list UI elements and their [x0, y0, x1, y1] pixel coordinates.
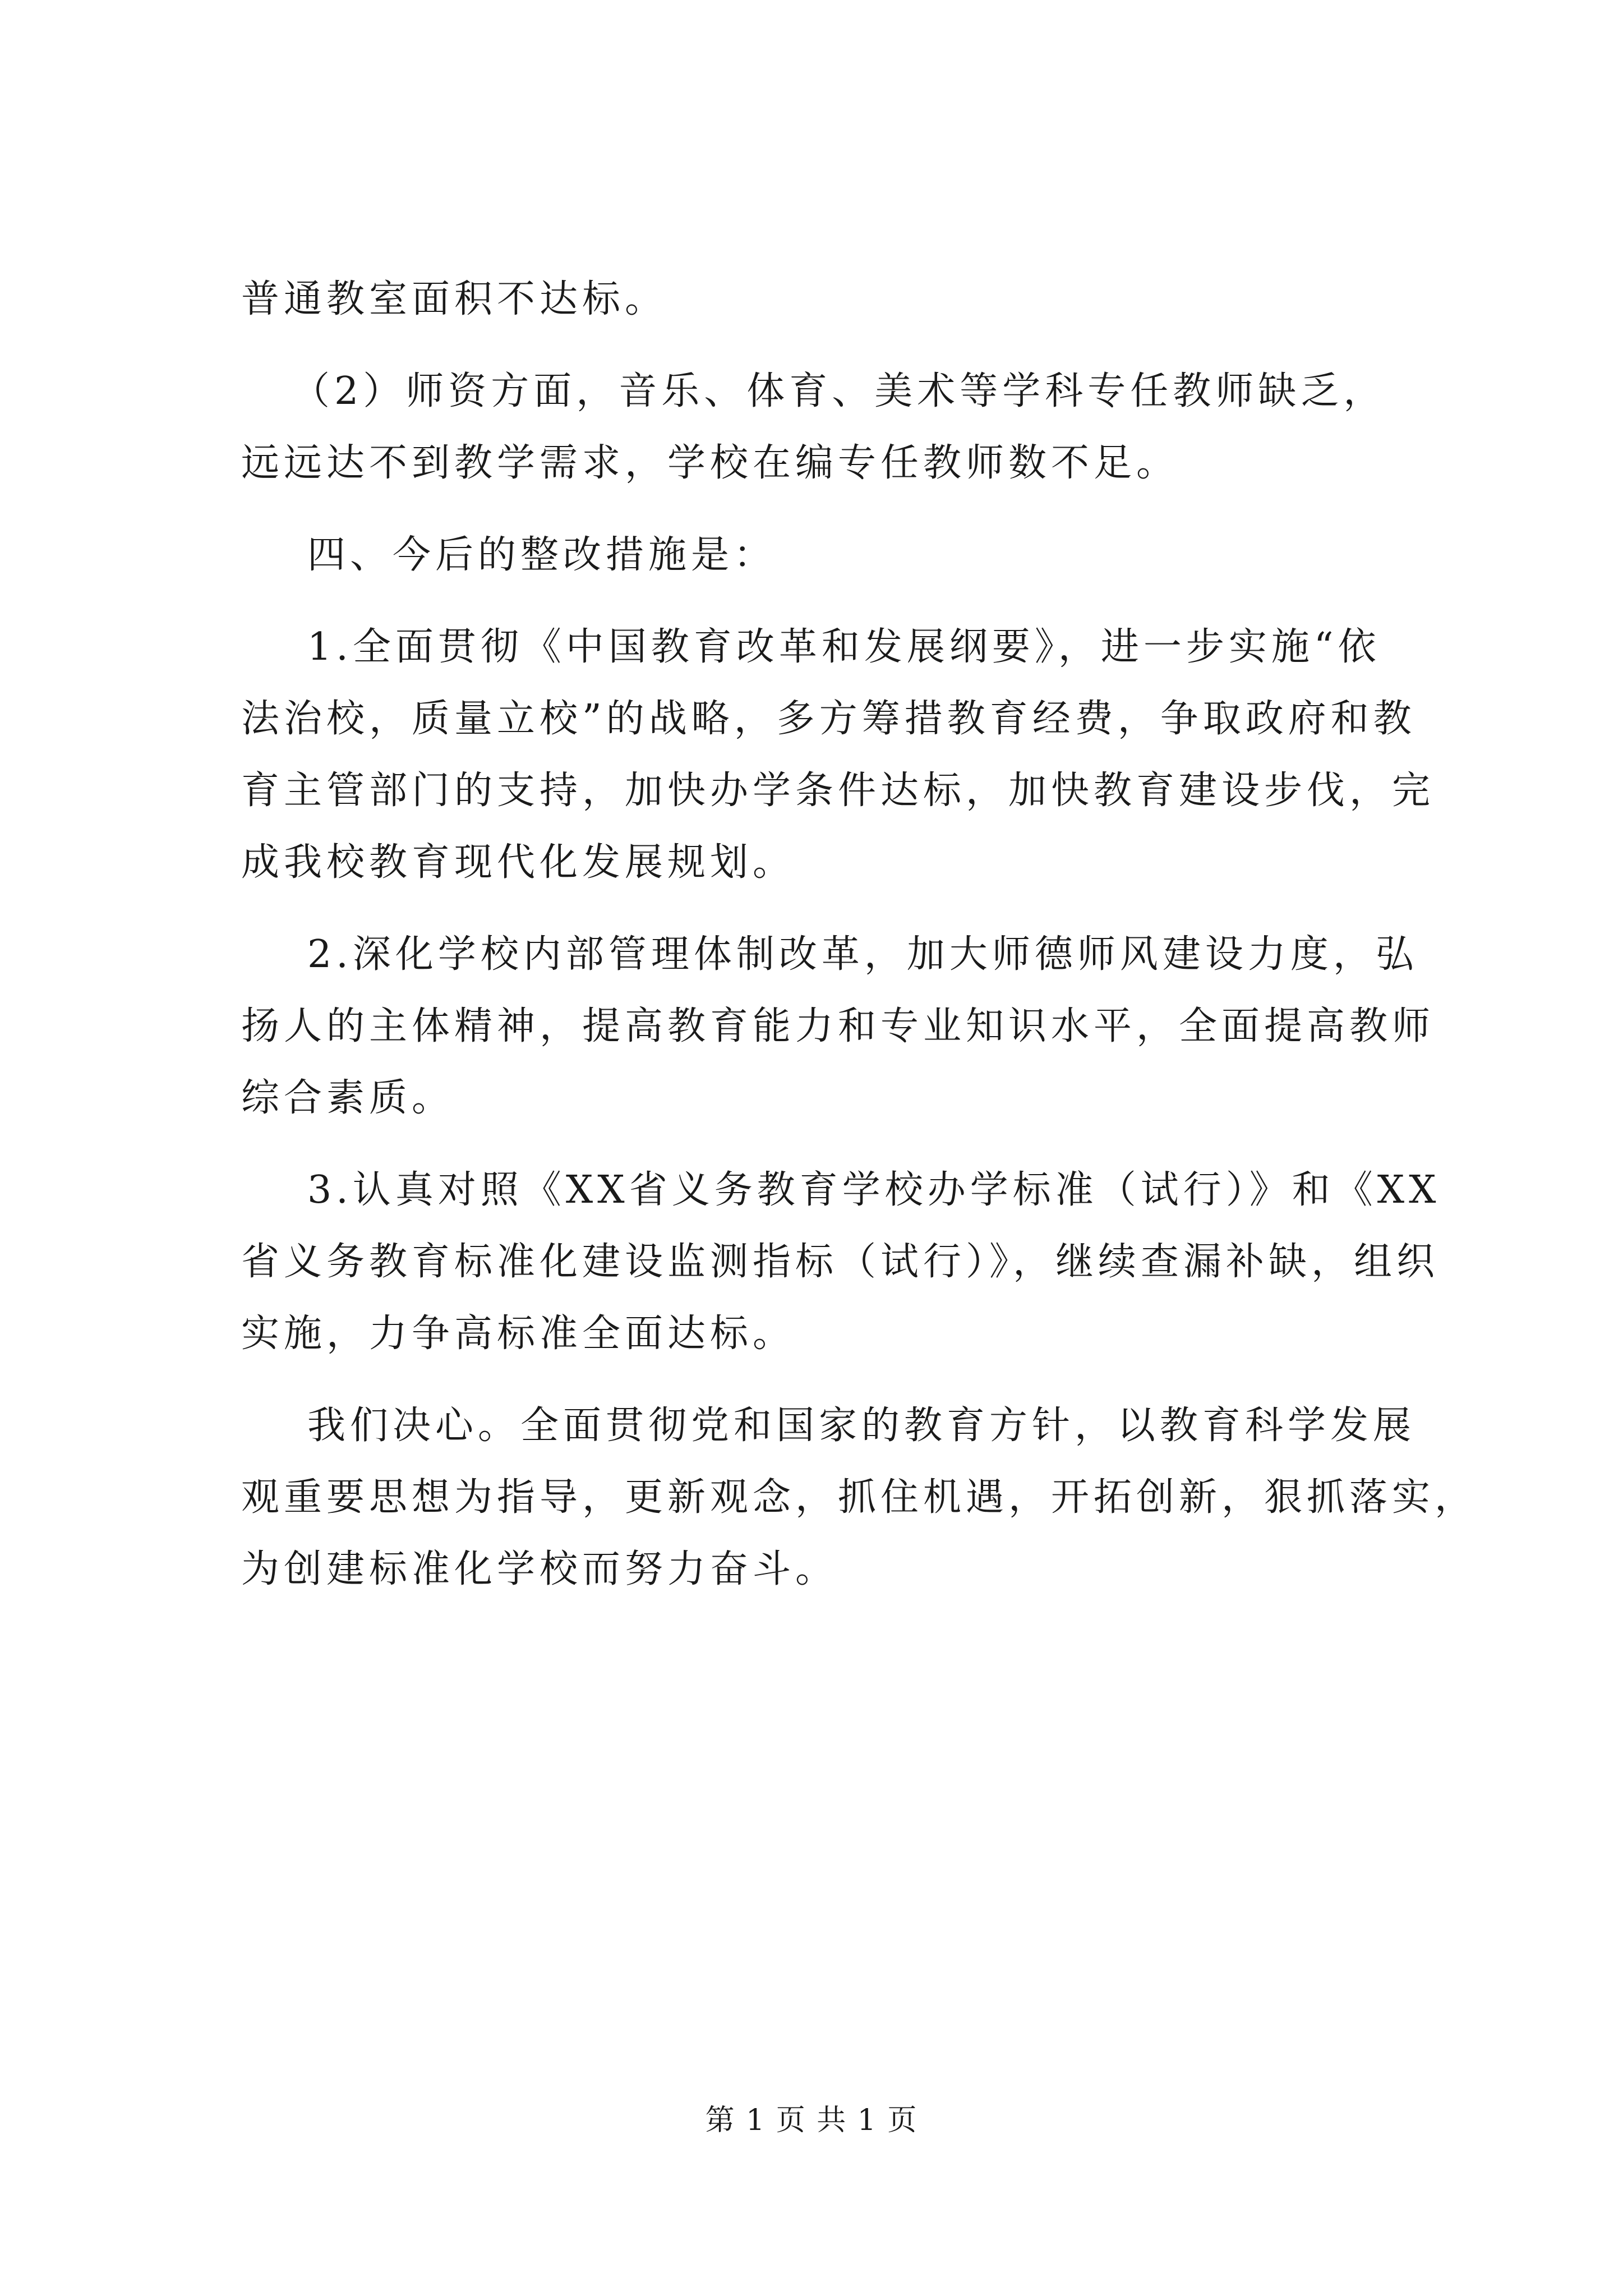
text-line: 为创建标准化学校而努力奋斗。 — [241, 1547, 838, 1591]
text-line: 省义务教育标准化建设监测指标（试行）》，继续查漏补缺，组织 — [241, 1240, 1440, 1284]
paragraph-conclusion — [241, 1390, 1478, 1605]
text-line: 法治校，质量立校”的战略，多方筹措教育经费，争取政府和教 — [241, 697, 1416, 741]
text-line: 实施，力争高标准全面达标。 — [241, 1312, 796, 1356]
paragraph-measure-3 — [241, 1154, 1441, 1370]
text-line: 1.全面贯彻《中国教育改革和发展纲要》，进一步实施“依 — [307, 625, 1381, 669]
text-line: 普通教室面积不达标。 — [241, 277, 668, 321]
text-line: 远远达不到教学需求，学校在编专任教师数不足。 — [241, 441, 1179, 485]
paragraph-measure-1 — [241, 611, 1435, 899]
paragraph-1 — [241, 264, 1430, 335]
text-line: 3.认真对照《XX省义务教育学校办学标准（试行）》和《XX — [307, 1168, 1441, 1212]
text-line: 扬人的主体精神，提高教育能力和专业知识水平，全面提高教师 — [241, 1004, 1435, 1048]
text-line: 育主管部门的支持，加快办学条件达标，加快教育建设步伐，完 — [241, 769, 1435, 813]
text-line: 四、今后的整改措施是： — [307, 533, 777, 577]
text-line: 综合素质。 — [241, 1076, 455, 1120]
text-line: 2.深化学校内部管理体制改革，加大师德师风建设力度，弘 — [307, 932, 1418, 977]
text-line: （2）师资方面，音乐、体育、美术等学科专任教师缺乏， — [292, 369, 1386, 413]
text-line: 成我校教育现代化发展规划。 — [241, 840, 796, 885]
paragraph-2 — [241, 356, 1430, 499]
text-line: 我们决心。全面贯彻党和国家的教育方针，以教育科学发展 — [307, 1404, 1416, 1448]
paragraph-measure-2 — [241, 919, 1435, 1134]
section-heading — [241, 519, 1430, 591]
page-number-footer: 第 1 页 共 1 页 — [705, 2104, 918, 2137]
document-body — [241, 264, 1478, 1605]
text-line: 观重要思想为指导，更新观念，抓住机遇，开拓创新，狠抓落实， — [241, 1475, 1478, 1520]
